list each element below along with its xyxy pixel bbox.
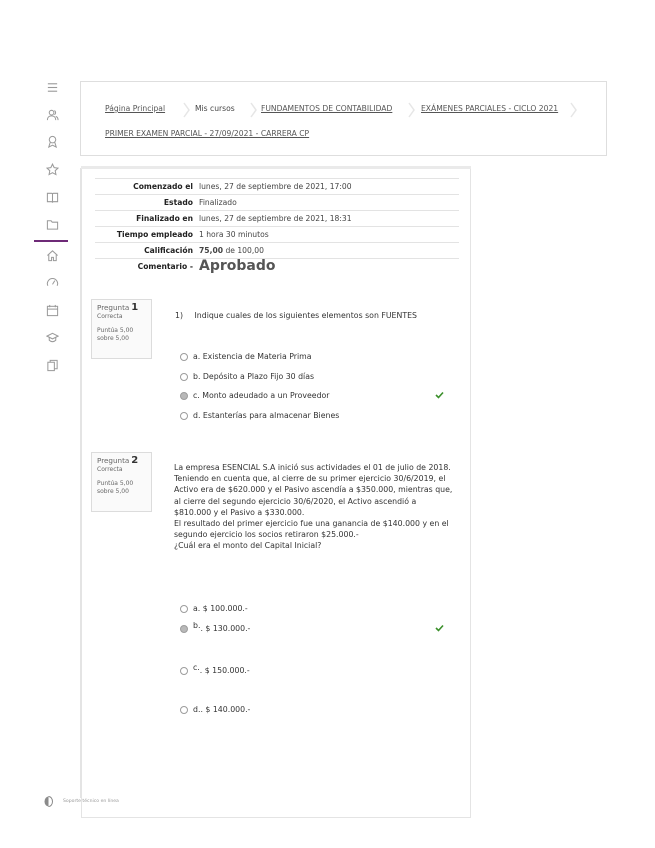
question-number: 2 [131,455,139,466]
award-icon[interactable] [34,132,70,150]
radio-button-selected[interactable] [180,392,188,400]
chevron-right-icon [250,102,257,118]
summary-value [196,243,459,259]
support-footer[interactable] [44,796,119,807]
summary-label: Comenzado el [95,179,196,195]
summary-label: Tiempo empleado [95,227,196,243]
chevron-right-icon [570,102,577,118]
quiz-panel-header-bar [81,166,471,169]
question-number: 1 [131,302,139,313]
answer-option-letter: a. [193,604,201,613]
question-text-number: 1) [175,311,184,320]
answer-option-label: a. Existencia de Materia Prima [193,352,312,361]
answer-option-label: . $ 130.000.- [200,624,251,633]
support-footer-text[interactable]: Soporte técnico en línea [63,799,119,804]
answer-option-label: . $ 140.000.- [200,705,251,714]
answer-option-label: c. Monto adeudado a un Proveedor [193,391,330,400]
question-paragraph: La empresa ESENCIAL S.A inició sus actividades el 01 de julio de 2018. Teniendo en cuenta que, al cierre de su primer ejercicio 30/6/2019, el Activo era de $620.000 y el Pasivo ascendía a $350.000, mientras que, al cierre del segundo ejercicio 30/6/2020, el Activo ascendió a $810.000 y el Pasivo a $330.000. [174,463,453,517]
support-chat-icon[interactable] [44,796,53,807]
answer-option-letter: d. [193,705,201,714]
list-icon[interactable] [34,78,70,96]
chevron-right-icon [408,102,415,118]
question-status: Correcta [97,466,123,473]
breadcrumb-course-link[interactable]: FUNDAMENTOS DE CONTABILIDAD [261,104,393,113]
question-score: Puntúa 5,00 [97,480,134,487]
chevron-right-icon [183,102,190,118]
comment-value: Aprobado [199,258,276,274]
breadcrumb-home-link[interactable]: Página Principal [105,104,166,113]
gauge-icon[interactable] [34,273,70,291]
radio-button[interactable] [180,353,188,361]
question-text [175,310,417,321]
question-status: Correcta [97,313,123,320]
question-label: Pregunta [97,303,130,312]
breadcrumb-section-link[interactable]: EXÁMENES PARCIALES - CICLO 2021 [421,104,559,113]
users-icon[interactable] [34,105,70,123]
summary-label: Comentario - [95,259,196,276]
answer-option[interactable] [180,372,314,381]
summary-value: lunes, 27 de septiembre de 2021, 17:00 [196,179,459,195]
folder-icon[interactable] [34,215,70,233]
summary-row-started [95,179,459,195]
question-info-box [91,452,152,512]
radio-button[interactable] [180,373,188,381]
answer-option-label: b. Depósito a Plazo Fijo 30 días [193,372,315,381]
question-score: Puntúa 5,00 [97,327,134,334]
question-info-box [91,299,152,359]
book-icon[interactable] [34,188,70,206]
home-icon[interactable] [34,246,70,264]
radio-button-selected[interactable] [180,625,188,633]
summary-value: lunes, 27 de septiembre de 2021, 18:31 [196,211,459,227]
answer-option-label: d. Estanterías para almacenar Bienes [193,411,340,420]
breadcrumb-my-courses[interactable]: Mis cursos [195,104,235,113]
answer-option-letter: b. [193,621,201,630]
question-text [174,462,454,552]
grade-score: 75,00 [199,246,224,255]
answer-option[interactable] [180,604,248,613]
answer-option-selected[interactable] [180,391,330,400]
answer-option[interactable] [180,663,250,675]
summary-row-grade [95,243,459,259]
question-prompt: ¿Cuál era el monto del Capital Inicial? [174,541,322,551]
graduation-cap-icon[interactable] [34,328,70,346]
sidebar-active-indicator [34,240,68,242]
summary-row-time [95,227,459,243]
grade-total: de 100,00 [223,246,264,255]
question-text-body: Indique cuales de los siguientes elementos son FUENTES [194,311,417,320]
summary-value: Finalizado [196,195,459,211]
calendar-icon[interactable] [34,301,70,319]
files-icon[interactable] [34,356,70,374]
check-icon [435,624,444,632]
summary-row-state [95,195,459,211]
question-score-max: sobre 5,00 [97,335,129,342]
summary-row-comment [95,259,459,276]
answer-option-selected[interactable] [180,621,251,633]
summary-label: Estado [95,195,196,211]
answer-option[interactable] [180,352,312,361]
radio-button[interactable] [180,706,188,714]
answer-option-letter: c. [193,663,200,672]
question-paragraph: El resultado del primer ejercicio fue una ganancia de $140.000 y en el segundo ejercicio los socios retiraron $25.000.- [174,519,449,540]
check-icon [435,391,444,399]
summary-value: 1 hora 30 minutos [196,227,459,243]
answer-option-label: $ 100.000.- [202,604,248,613]
answer-option[interactable] [180,411,339,420]
radio-button[interactable] [180,412,188,420]
answer-option[interactable] [180,705,250,714]
radio-button[interactable] [180,605,188,613]
summary-row-finished [95,211,459,227]
attempt-summary-table [95,178,459,275]
summary-label: Calificación [95,243,196,259]
summary-label: Finalizado en [95,211,196,227]
question-label: Pregunta [97,456,130,465]
breadcrumb-exam-link[interactable]: PRIMER EXAMEN PARCIAL - 27/09/2021 - CARRERA CP [105,129,310,138]
radio-button[interactable] [180,667,188,675]
answer-option-label: . $ 150.000.- [199,666,250,675]
question-score-max: sobre 5,00 [97,488,129,495]
star-icon[interactable] [34,160,70,178]
summary-value [196,259,459,276]
breadcrumb [80,81,607,156]
